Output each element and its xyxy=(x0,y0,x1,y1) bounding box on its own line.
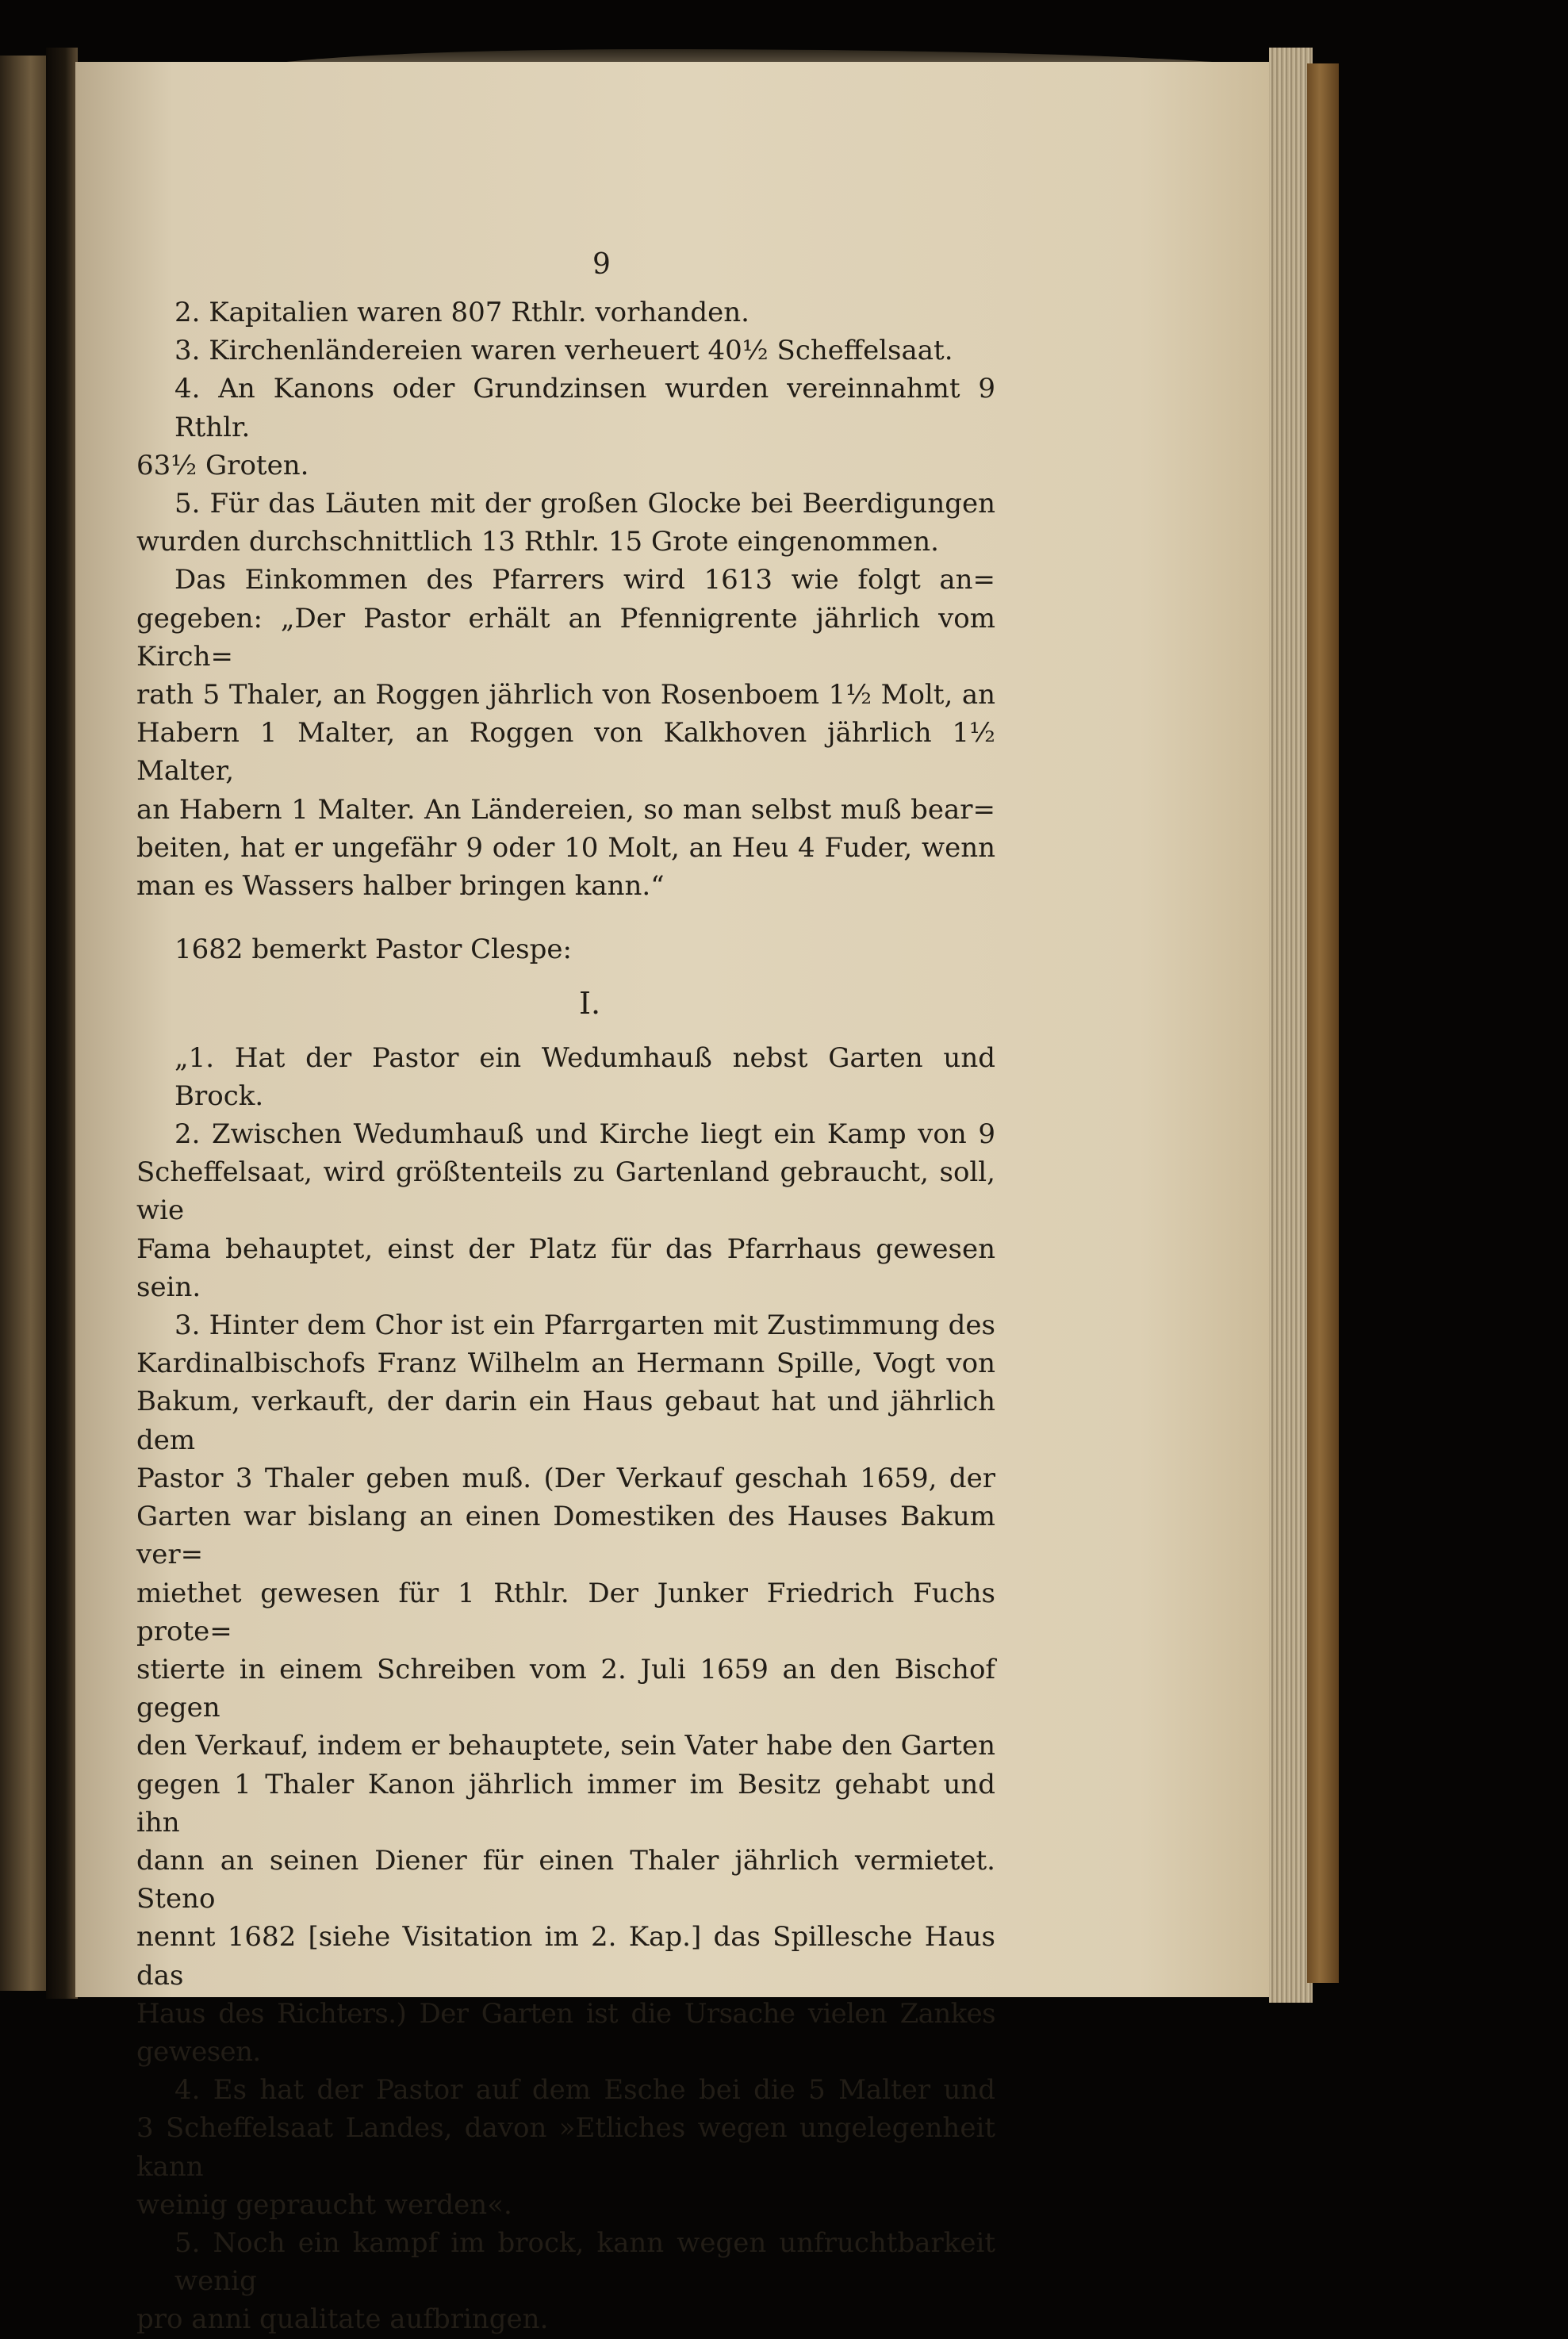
text-line: 3. Hinter dem Chor ist ein Pfarrgarten mit Zustimmung des xyxy=(174,1309,995,1342)
text-line: stierte in einem Schreiben vom 2. Juli 1659 an den Bischof gegen xyxy=(136,1653,995,1724)
text-line: an Habern 1 Malter. An Ländereien, so man selbst muß bear= xyxy=(136,793,995,826)
text-line: Kardinalbischofs Franz Wilhelm an Hermann Spille, Vogt von xyxy=(136,1348,995,1380)
text-line: 4. Es hat der Pastor auf dem Esche bei die 5 Malter und xyxy=(174,2074,995,2107)
text-line: Haus des Richters.) Der Garten ist die Ursache vielen Zankes gewesen. xyxy=(136,1997,995,2068)
page-number: 9 xyxy=(592,248,611,281)
text-line: Fama behauptet, einst der Platz für das Pfarrhaus gewesen sein. xyxy=(136,1233,995,1303)
text-line: beiten, hat er ungefähr 9 oder 10 Molt, an Heu 4 Fuder, wenn xyxy=(136,831,995,864)
text-line: 5. Noch ein kampf im brock, kann wegen unfruchtbarkeit wenig xyxy=(174,2226,995,2298)
text-line: rath 5 Thaler, an Roggen jährlich von Rosenboem 1½ Molt, an xyxy=(136,679,995,711)
text-line: Bakum, verkauft, der darin ein Haus gebaut hat und jährlich dem xyxy=(136,1386,995,1456)
text-line: miethet gewesen für 1 Rthlr. Der Junker Friedrich Fuchs prote= xyxy=(136,1577,995,1647)
text-line: nennt 1682 [siehe Visitation im 2. Kap.] das Spillesche Haus das xyxy=(136,1921,995,1992)
book-cover-edge xyxy=(1307,63,1339,1983)
text-line: 4. An Kanons oder Grundzinsen wurden vereinnahmt 9 Rthlr. xyxy=(174,373,995,443)
text-line: 5. Für das Läuten mit der großen Glocke bei Beerdigungen xyxy=(174,488,995,520)
text-line: gegeben: „Der Pastor erhält an Pfennigrente jährlich vom Kirch= xyxy=(136,602,995,673)
text-line: den Verkauf, indem er behauptete, sein Vater habe den Garten xyxy=(136,1730,995,1762)
text-line: pro anni qualitate aufbringen. xyxy=(136,2303,549,2336)
page-fore-edge xyxy=(1269,48,1313,2003)
section-heading: I. xyxy=(578,986,601,1022)
text-line: gegen 1 Thaler Kanon jährlich immer im Besitz gehabt und ihn xyxy=(136,1768,995,1839)
text-line: Scheffelsaat, wird größtenteils zu Gartenland gebraucht, soll, wie xyxy=(136,1156,995,1227)
text-line: dann an seinen Diener für einen Thaler jährlich vermietet. Steno xyxy=(136,1844,995,1915)
text-line: 2. Kapitalien waren 807 Rthlr. vorhanden. xyxy=(174,297,749,328)
text-line: Pastor 3 Thaler geben muß. (Der Verkauf geschah 1659, der xyxy=(136,1462,995,1494)
text-line: Das Einkommen des Pfarrers wird 1613 wie folgt an= xyxy=(174,564,995,596)
text-line: wurden durchschnittlich 13 Rthlr. 15 Grote eingenommen. xyxy=(136,526,939,558)
text-line: weinig gepraucht werden«. xyxy=(136,2188,512,2221)
text-line: Garten war bislang an einen Domestiken des Hauses Bakum ver= xyxy=(136,1501,995,1571)
book-gutter xyxy=(46,48,78,1999)
text-line: 3 Scheffelsaat Landes, davon »Etliches wegen ungelegenheit kann xyxy=(136,2112,995,2183)
text-line: 2. Zwischen Wedumhauß und Kirche liegt ein Kamp von 9 xyxy=(174,1118,995,1151)
text-line: 63½ Groten. xyxy=(136,449,309,481)
text-line: Habern 1 Malter, an Roggen von Kalkhoven jährlich 1½ Malter, xyxy=(136,717,995,788)
page-text xyxy=(136,246,995,2339)
text-line: 1682 bemerkt Pastor Clespe: xyxy=(174,934,572,966)
text-line: 3. Kirchenländereien waren verheuert 40½ Scheffelsaat. xyxy=(174,335,953,367)
text-line: man es Wassers halber bringen kann.“ xyxy=(136,870,665,903)
text-line: „1. Hat der Pastor ein Wedumhauß nebst Garten und Brock. xyxy=(174,1041,995,1112)
